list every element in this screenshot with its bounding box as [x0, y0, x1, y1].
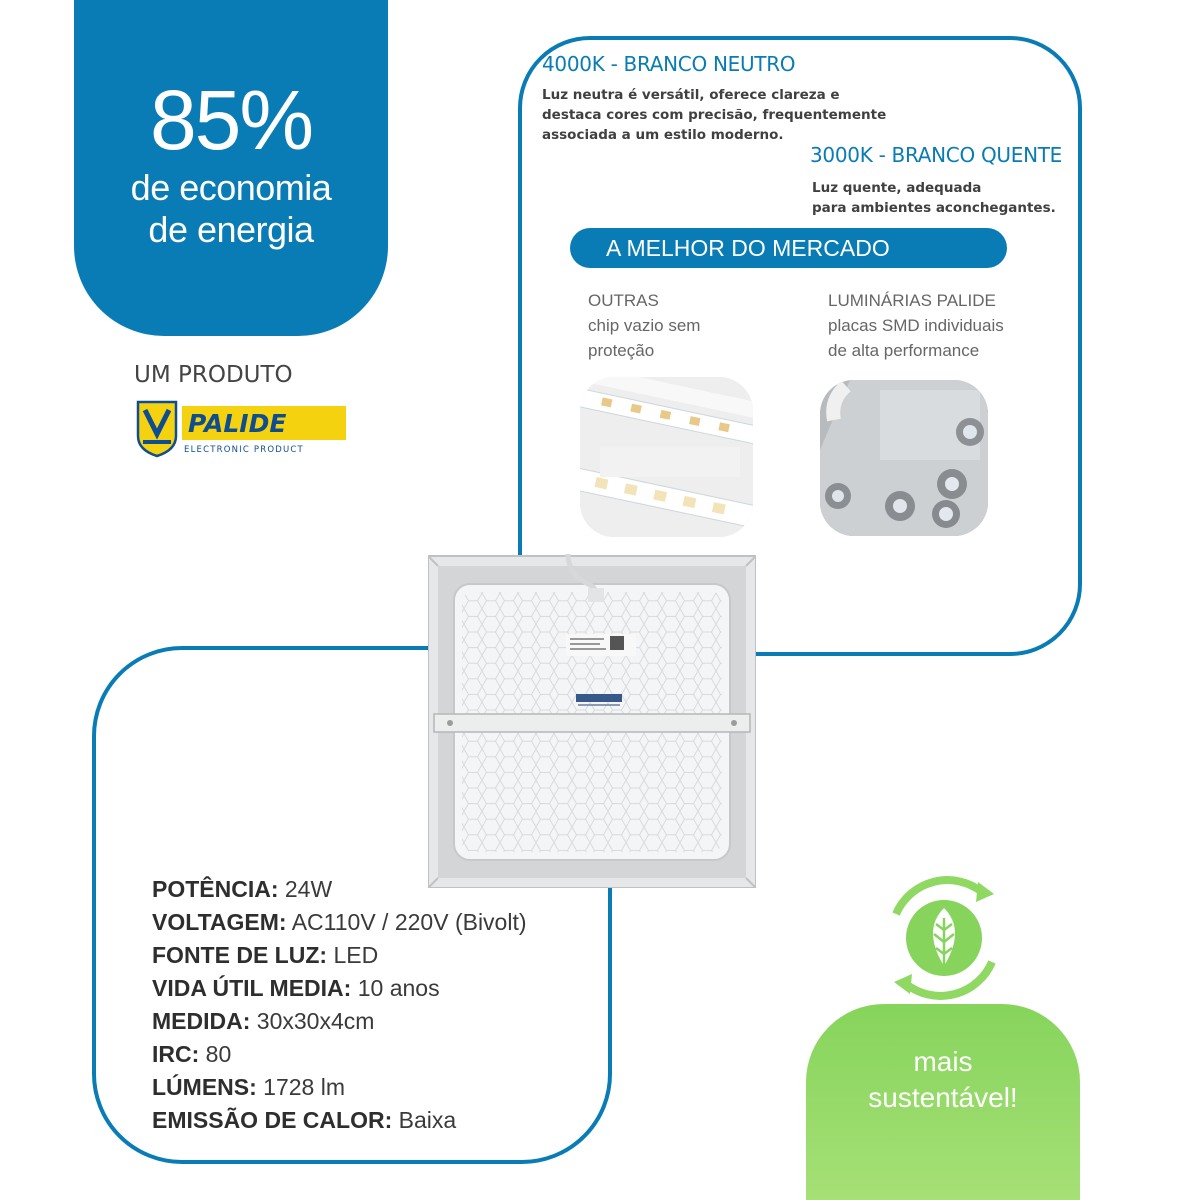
spec-row-heat: [152, 1104, 527, 1137]
warm-white-desc: [812, 178, 1056, 218]
compare-others: [588, 288, 700, 363]
desc-line: para ambientes aconchegantes.: [812, 200, 1056, 216]
neutral-white-desc: [542, 85, 886, 145]
smd-plate-photo: [820, 380, 988, 536]
spec-label: LÚMENS:: [152, 1074, 257, 1100]
spec-label: VOLTAGEM:: [152, 909, 287, 935]
desc-line: destaca cores com precisão, frequentemente: [542, 107, 887, 123]
brand-logo: [136, 400, 348, 458]
compare-line: proteção: [588, 341, 655, 360]
produto-label: UM PRODUTO: [134, 362, 293, 388]
desc-line: associada a um estilo moderno.: [542, 127, 784, 143]
desc-line: Luz neutra é versátil, oferece clareza e: [542, 87, 840, 103]
compare-line: OUTRAS: [588, 291, 659, 310]
spec-row-lumens: [152, 1071, 527, 1104]
spec-list: [152, 873, 527, 1137]
spec-value: 80: [205, 1041, 232, 1067]
spec-value: 1728 lm: [263, 1074, 345, 1100]
brand-logo-name: PALIDE: [188, 409, 287, 438]
spec-label: VIDA ÚTIL MEDIA:: [152, 975, 352, 1001]
sustain-line-1: mais: [913, 1046, 973, 1077]
compare-line: de alta performance: [828, 341, 980, 360]
desc-line: Luz quente, adequada: [812, 180, 982, 196]
compare-line: chip vazio sem: [588, 316, 701, 335]
spec-value: Baixa: [398, 1107, 457, 1133]
spec-value: 10 anos: [357, 975, 440, 1001]
led-strip-photo: [580, 377, 753, 537]
energy-line-2: de energia: [148, 209, 314, 250]
energy-savings-badge: [74, 0, 388, 336]
brand-logo-sub: ELECTRONIC PRODUCT: [184, 445, 304, 455]
spec-label: POTÊNCIA:: [152, 876, 279, 902]
spec-label: FONTE DE LUZ:: [152, 942, 328, 968]
led-panel-product-image: [428, 554, 756, 888]
compare-palide: [828, 288, 1004, 363]
spec-row-voltage: [152, 906, 527, 939]
spec-row-light-source: [152, 939, 527, 972]
spec-value: LED: [333, 942, 379, 968]
energy-percent: 85%: [149, 73, 313, 167]
sustain-line-2: sustentável!: [868, 1082, 1018, 1113]
spec-label: EMISSÃO DE CALOR:: [152, 1107, 393, 1133]
best-market-pill: A MELHOR DO MERCADO: [570, 228, 1007, 268]
energy-line-1: de economia: [130, 167, 332, 208]
spec-label: MEDIDA:: [152, 1008, 251, 1034]
spec-row-size: [152, 1005, 527, 1038]
shield-icon: [138, 402, 176, 456]
compare-line: LUMINÁRIAS PALIDE: [828, 291, 996, 310]
spec-value: AC110V / 220V (Bivolt): [291, 909, 527, 935]
spec-row-lifespan: [152, 972, 527, 1005]
eco-leaf-recycle-icon: [874, 868, 1014, 1008]
neutral-white-title: 4000K - BRANCO NEUTRO: [542, 52, 796, 76]
product-label-sticker: [566, 634, 636, 656]
spec-row-irc: [152, 1038, 527, 1071]
spec-value: 30x30x4cm: [256, 1008, 375, 1034]
sustainable-card: [806, 1004, 1080, 1200]
warm-white-title: 3000K - BRANCO QUENTE: [810, 143, 1062, 167]
compare-line: placas SMD individuais: [828, 316, 1004, 335]
spec-label: IRC:: [152, 1041, 200, 1067]
spec-value: 24W: [284, 876, 333, 902]
